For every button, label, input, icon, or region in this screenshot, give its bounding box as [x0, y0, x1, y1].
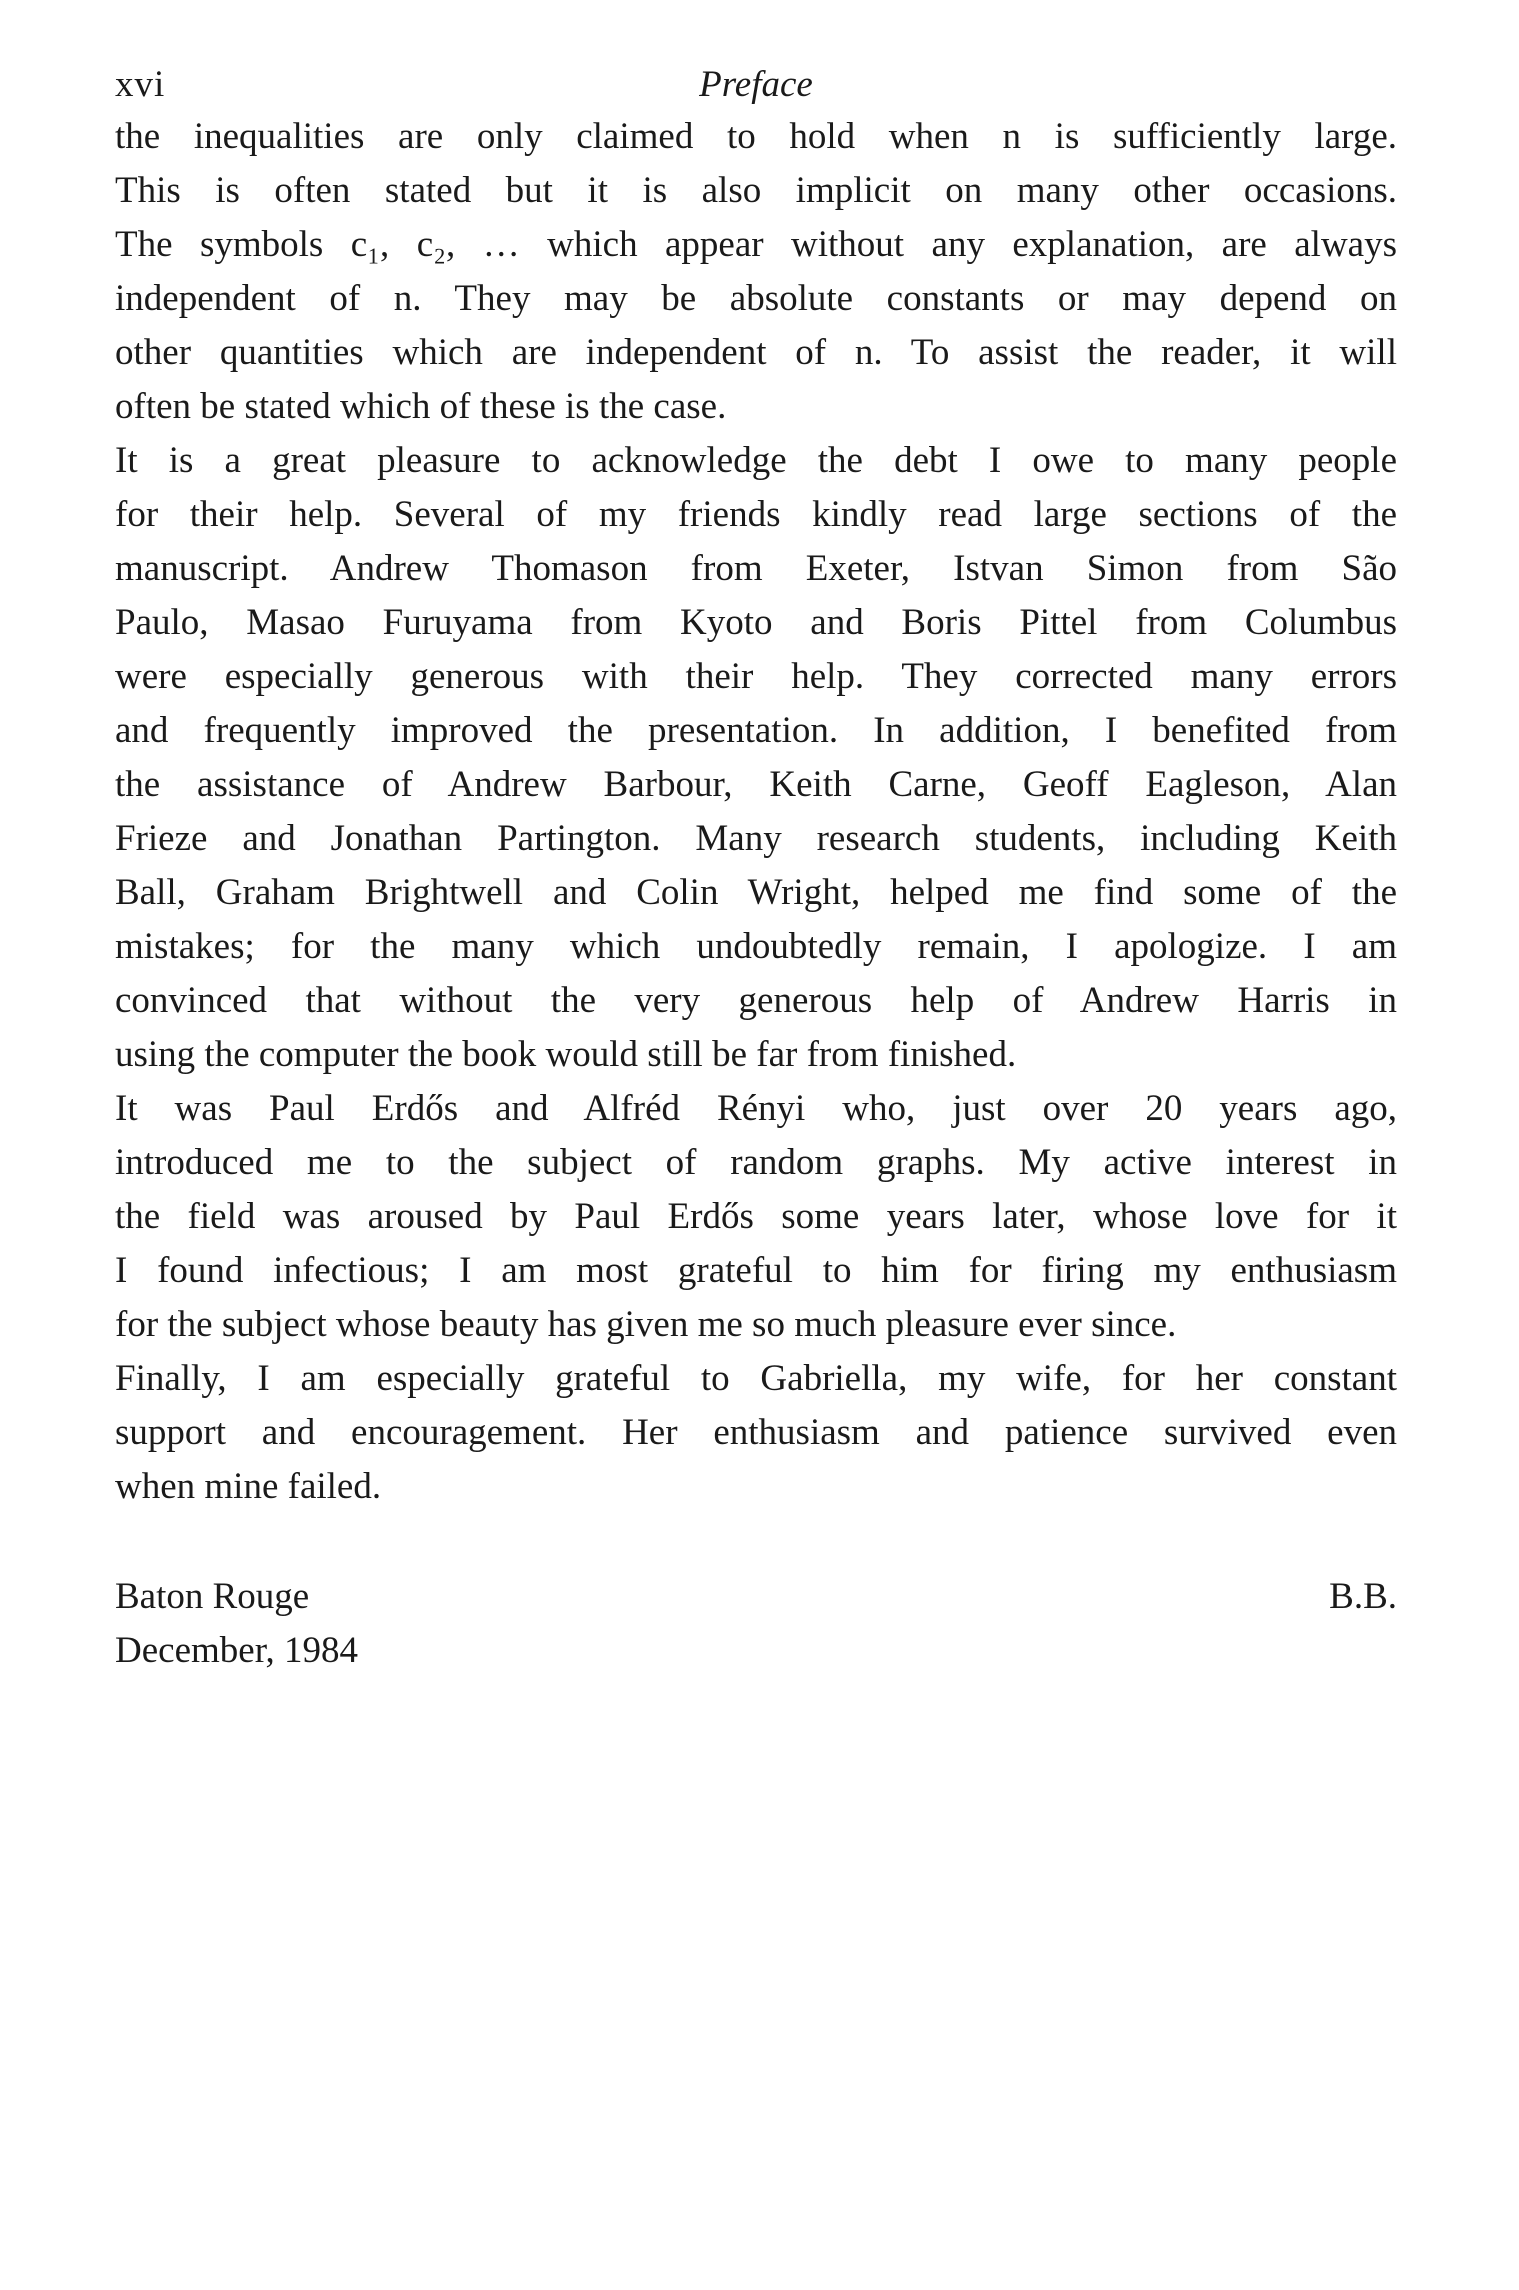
text-line: when mine failed. [115, 1466, 382, 1507]
text-line: for their help. Several of my friends kindly read large sections of the [115, 494, 1397, 535]
book-page [115, 60, 1397, 1678]
text-line: often be stated which of these is the case. [115, 386, 727, 427]
page-number: xvi [115, 64, 166, 105]
text-line: It was Paul Erdős and Alfréd Rényi who, just over 20 years ago, [115, 1088, 1397, 1129]
text-line: introduced me to the subject of random graphs. My active interest in [115, 1142, 1397, 1183]
paragraph-gratitude [115, 1352, 1397, 1514]
signoff-date: December, 1984 [115, 1630, 359, 1671]
signoff-place: Baton Rouge [115, 1576, 310, 1617]
paragraph-constants [115, 110, 1397, 434]
text-line: I found infectious; I am most grateful to him for firing my enthusiasm [115, 1250, 1397, 1291]
text-line: using the computer the book would still be far from finished. [115, 1034, 1017, 1075]
text-line: Ball, Graham Brightwell and Colin Wright, helped me find some of the [115, 872, 1397, 913]
text-line: mistakes; for the many which undoubtedly remain, I apologize. I am [115, 926, 1397, 967]
text-line: Frieze and Jonathan Partington. Many research students, including Keith [115, 818, 1397, 859]
text-line: manuscript. Andrew Thomason from Exeter, Istvan Simon from São [115, 548, 1397, 589]
text-line: other quantities which are independent of n. To assist the reader, it will [115, 332, 1397, 373]
paragraph-erdos-renyi [115, 1082, 1397, 1352]
author-initials: B.B. [1329, 1576, 1397, 1617]
text-line: and frequently improved the presentation. In addition, I benefited from [115, 710, 1397, 751]
text-line: Paulo, Masao Furuyama from Kyoto and Boris Pittel from Columbus [115, 602, 1397, 643]
text-line: independent of n. They may be absolute constants or may depend on [115, 278, 1397, 319]
text-line: for the subject whose beauty has given me so much pleasure ever since. [115, 1304, 1177, 1345]
running-title: Preface [699, 64, 813, 105]
text-line: It is a great pleasure to acknowledge the debt I owe to many people [115, 440, 1397, 481]
text-line: the field was aroused by Paul Erdős some years later, whose love for it [115, 1196, 1397, 1237]
text-line: This is often stated but it is also implicit on many other occasions. [115, 170, 1397, 211]
text-line: were especially generous with their help. They corrected many errors [115, 656, 1397, 697]
preface-body [115, 110, 1397, 1514]
running-head [115, 60, 1397, 110]
text-line: the inequalities are only claimed to hold when n is sufficiently large. [115, 116, 1397, 157]
signoff [115, 1570, 1397, 1678]
text-line: support and encouragement. Her enthusiasm and patience survived even [115, 1412, 1397, 1453]
text-line: convinced that without the very generous help of Andrew Harris in [115, 980, 1397, 1021]
text-line: the assistance of Andrew Barbour, Keith Carne, Geoff Eagleson, Alan [115, 764, 1397, 805]
text-line: Finally, I am especially grateful to Gabriella, my wife, for her constant [115, 1358, 1397, 1399]
text-line: The symbols c₁, c₂, … which appear without any explanation, are always [115, 224, 1397, 265]
paragraph-acknowledgements [115, 434, 1397, 1082]
